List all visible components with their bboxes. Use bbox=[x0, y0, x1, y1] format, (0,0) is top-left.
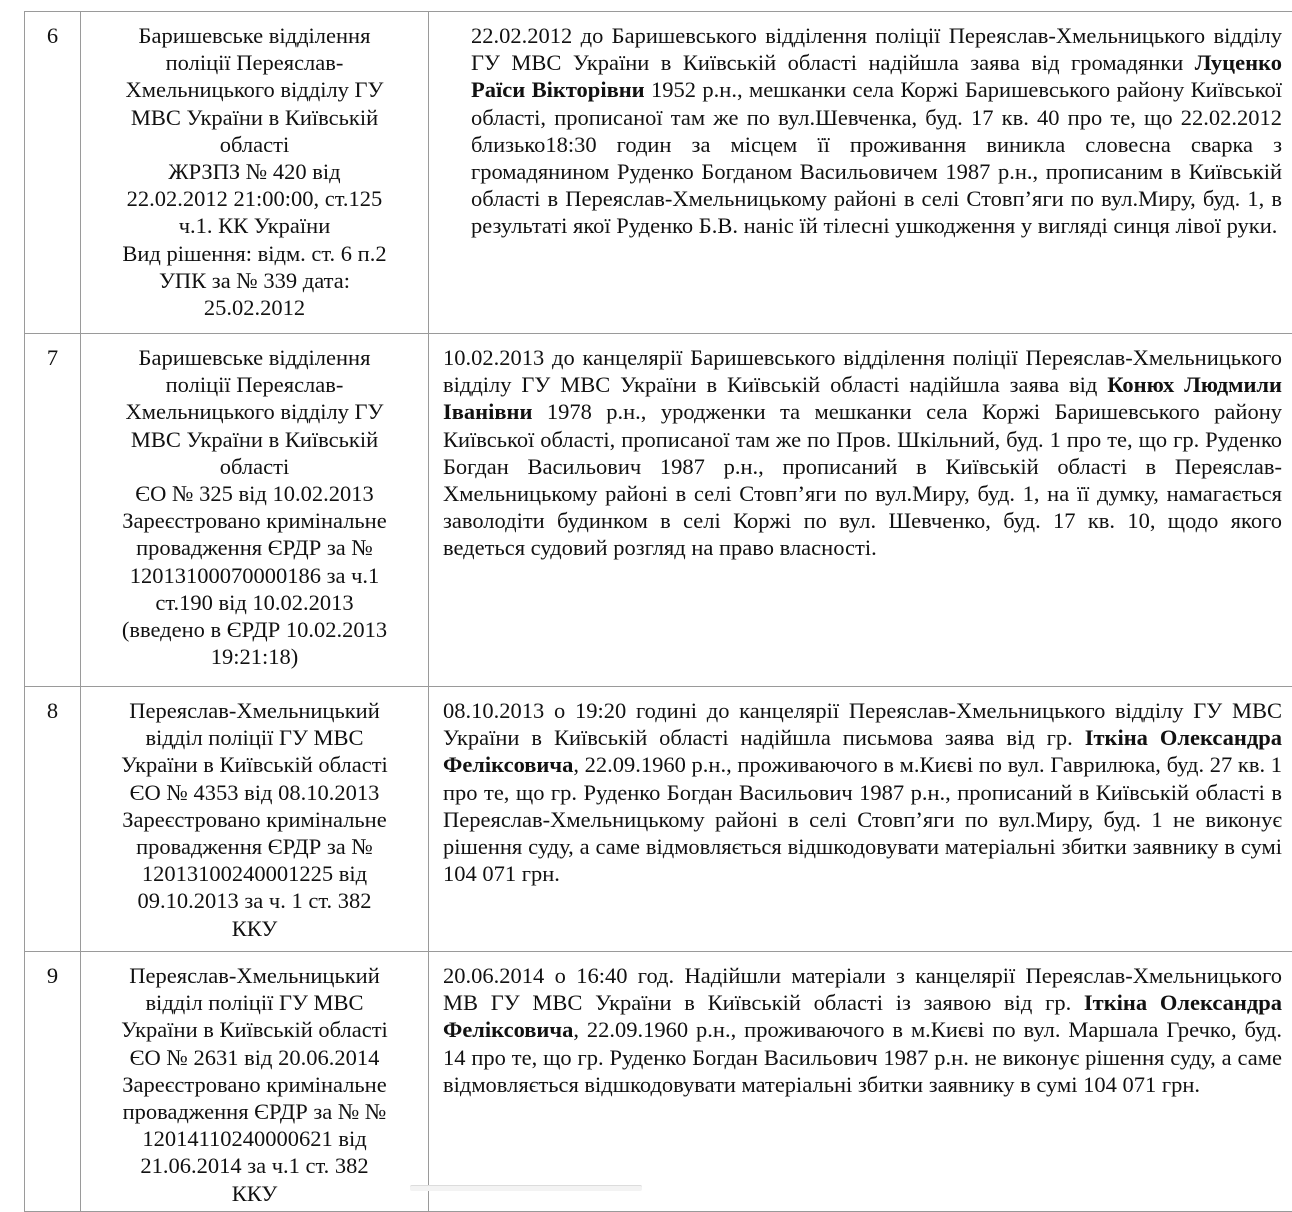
authority-line: відділ поліції ГУ МВС bbox=[89, 724, 420, 751]
page-edge-artifact bbox=[410, 1185, 642, 1191]
row-number: 8 bbox=[25, 687, 81, 952]
description-body: 1952 р.н., мешканки села Коржі Баришевського району Київської області, прописаної там же по вул.Шевченка, буд. 17 кв. 40 про те, що 22.02.2012 близько18:30 годин за місцем її проживання виникла словесна сварка з громадянином Руденко Богданом Васильовичем 1987 р.н., прописаним в Київській області в Переяслав-Хмельницькому районі в селі Стовп’яги по вул.Миру, буд. 1, в результаті якої Руденко Б.В. наніс їй тілесні ушкодження у вигляді синця лівої руки. bbox=[471, 77, 1282, 238]
authority-line: 22.02.2012 21:00:00, ст.125 bbox=[89, 185, 420, 212]
authority-line: України в Київській області bbox=[89, 1016, 420, 1043]
authority-cell bbox=[81, 687, 429, 952]
authority-line: ККУ bbox=[89, 1180, 420, 1207]
table-row bbox=[25, 12, 1292, 334]
authority-line: ЖРЗПЗ № 420 від bbox=[89, 158, 420, 185]
table-row bbox=[25, 952, 1292, 1212]
table-row bbox=[25, 687, 1292, 952]
description-text bbox=[443, 344, 1282, 562]
authority-line: УПК за № 339 дата: bbox=[89, 267, 420, 294]
description-text bbox=[443, 22, 1282, 240]
authority-line: ККУ bbox=[89, 915, 420, 942]
description-body: , 22.09.1960 р.н., проживаючого в м.Києві по вул. Гаврилюка, буд. 27 кв. 1 про те, що гр. Руденко Богдан Васильович 1987 р.н., прописаний в Київській області в Переяслав-Хмельницькому районі в селі Стовп’яги по вул.Миру, буд. 1 не виконує рішення суду, а саме відмовляється відшкодовувати матеріальні збитки заявнику в сумі 104 071 грн. bbox=[443, 752, 1282, 886]
description-body: 1978 р.н., уродженки та мешканки села Коржі Баришевського району Київської області, прописаної там же по Пров. Шкільний, буд. 1 про те, що гр. Руденко Богдан Васильович 1987 р.н., прописаний в Київській області в Переяслав-Хмельницькому районі в селі Стовп’яги по вул.Миру, буд. 1, на її думку, намагається заволодіти будинком в селі Коржі по вул. Шевченко, буд. 17 кв. 10, щодо якого ведеться судовий розгляд на право власності. bbox=[443, 399, 1282, 560]
authority-line: (введено в ЄРДР 10.02.2013 bbox=[89, 616, 420, 643]
description-text bbox=[443, 697, 1282, 887]
authority-line: області bbox=[89, 453, 420, 480]
authority-cell bbox=[81, 12, 429, 334]
authority-line: Вид рішення: відм. ст. 6 п.2 bbox=[89, 240, 420, 267]
authority-line: 21.06.2014 за ч.1 ст. 382 bbox=[89, 1152, 420, 1179]
authority-line: 12013100240001225 від bbox=[89, 860, 420, 887]
authority-cell bbox=[81, 952, 429, 1212]
row-number: 6 bbox=[25, 12, 81, 334]
authority-line: Баришевське відділення bbox=[89, 22, 420, 49]
authority-line: поліції Переяслав- bbox=[89, 49, 420, 76]
authority-line: 19:21:18) bbox=[89, 643, 420, 670]
authority-line: Хмельницького відділу ГУ bbox=[89, 76, 420, 103]
authority-cell bbox=[81, 334, 429, 687]
authority-line: Хмельницького відділу ГУ bbox=[89, 398, 420, 425]
authority-line: Зареєстровано кримінальне bbox=[89, 806, 420, 833]
authority-line: провадження ЄРДР за № bbox=[89, 833, 420, 860]
description-cell bbox=[429, 687, 1292, 952]
authority-line: ст.190 від 10.02.2013 bbox=[89, 589, 420, 616]
authority-line: Зареєстровано кримінальне bbox=[89, 507, 420, 534]
description-lead: 20.06.2014 о 16:40 год. Надійшли матеріали з канцелярії Переяслав-Хмельницького МВ ГУ МВС України в Київській області із заявою від гр. bbox=[443, 963, 1282, 1015]
authority-line: ЄО № 4353 від 08.10.2013 bbox=[89, 779, 420, 806]
authority-line: 12013100070000186 за ч.1 bbox=[89, 562, 420, 589]
authority-line: 25.02.2012 bbox=[89, 294, 420, 321]
description-lead: 08.10.2013 о 19:20 годині до канцелярії Переяслав-Хмельницького відділу ГУ МВС України в Київській області надійшла письмова заява від гр. bbox=[443, 698, 1282, 750]
description-cell bbox=[429, 334, 1292, 687]
applicant-name: Іткіна Олександра Феліксовича bbox=[443, 725, 1282, 777]
description-cell bbox=[429, 12, 1292, 334]
applicant-name: Іткіна Олександра Феліксовича bbox=[443, 990, 1282, 1042]
authority-line: МВС України в Київській bbox=[89, 426, 420, 453]
authority-line: 12014110240000621 від bbox=[89, 1125, 420, 1152]
authority-line: ЄО № 325 від 10.02.2013 bbox=[89, 480, 420, 507]
authority-line: України в Київській області bbox=[89, 751, 420, 778]
authority-line: ЄО № 2631 від 20.06.2014 bbox=[89, 1044, 420, 1071]
records-table bbox=[24, 11, 1292, 1212]
authority-line: провадження ЄРДР за № № bbox=[89, 1098, 420, 1125]
description-text bbox=[443, 962, 1282, 1098]
authority-line: 09.10.2013 за ч. 1 ст. 382 bbox=[89, 887, 420, 914]
description-lead: 22.02.2012 до Баришевського відділення поліції Переяслав-Хмельницького відділу ГУ МВС України в Київській області надійшла заява від громадянки bbox=[471, 23, 1282, 75]
row-number: 9 bbox=[25, 952, 81, 1212]
authority-line: провадження ЄРДР за № bbox=[89, 534, 420, 561]
authority-line: Переяслав-Хмельницький bbox=[89, 697, 420, 724]
applicant-name: Конюх Людмили Іванівни bbox=[443, 372, 1282, 424]
authority-line: відділ поліції ГУ МВС bbox=[89, 989, 420, 1016]
authority-line: Переяслав-Хмельницький bbox=[89, 962, 420, 989]
description-body: , 22.09.1960 р.н., проживаючого в м.Києві по вул. Маршала Гречко, буд. 14 про те, що гр. Руденко Богдан Васильович 1987 р.н. не виконує рішення суду, а саме відмовляється відшкодовувати матеріальні збитки заявнику в сумі 104 071 грн. bbox=[443, 1017, 1282, 1096]
authority-line: області bbox=[89, 131, 420, 158]
row-number: 7 bbox=[25, 334, 81, 687]
authority-line: МВС України в Київській bbox=[89, 104, 420, 131]
authority-line: ч.1. КК України bbox=[89, 212, 420, 239]
description-cell bbox=[429, 952, 1292, 1212]
applicant-name: Луценко Раїси Вікторівни bbox=[471, 50, 1282, 102]
table-row bbox=[25, 334, 1292, 687]
authority-line: поліції Переяслав- bbox=[89, 371, 420, 398]
authority-line: Зареєстровано кримінальне bbox=[89, 1071, 420, 1098]
authority-line: Баришевське відділення bbox=[89, 344, 420, 371]
description-lead: 10.02.2013 до канцелярії Баришевського відділення поліції Переяслав-Хмельницького відділу ГУ МВС України в Київській області надійшла заява від bbox=[443, 345, 1282, 397]
